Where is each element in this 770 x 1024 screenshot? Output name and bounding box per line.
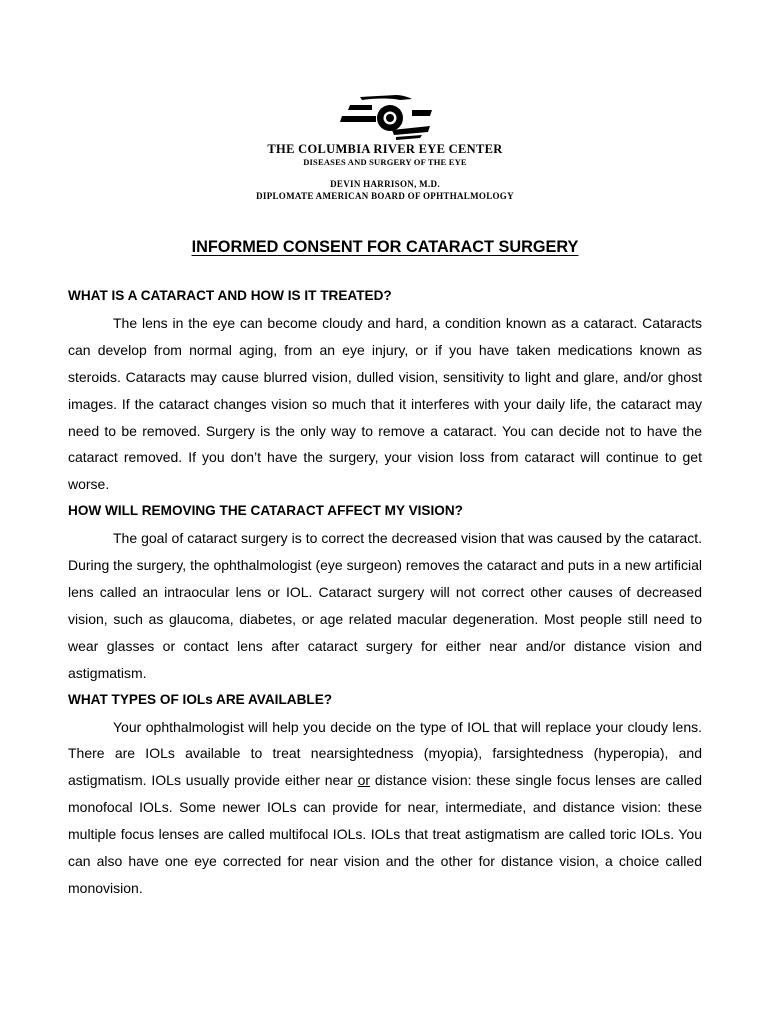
eye-logo-icon (336, 92, 434, 140)
paragraph-text-after: distance vision: these single focus lenses are called monofocal IOLs. Some newer IOLs can provide for near, intermediate, and distance vision: these multiple focus lenses are called multifocal IOLs. IOLs that treat astigmatism are called toric IOLs. You can also have one eye corrected for near vision and the other for distance vision, a choice called monovision. (68, 772, 702, 896)
section-heading-vision: HOW WILL REMOVING THE CATARACT AFFECT MY VISION? (68, 503, 463, 519)
underlined-or: or (357, 772, 371, 789)
section-heading-cataract: WHAT IS A CATARACT AND HOW IS IT TREATED? (68, 288, 392, 303)
document-title: INFORMED CONSENT FOR CATARACT SURGERY (191, 238, 579, 256)
section-paragraph-cataract: The lens in the eye can become cloudy and hard, a condition known as a cataract. Cataracts can develop from normal aging, from an eye injury, or if you have taken medications known as steroids. Cataracts may cause blurred vision, dulled vision, sensitivity to light and glare, and/or ghost images. If the cataract changes vision so much that it interferes with your daily life, the cataract may need to be removed. Surgery is the only way to remove a cataract. You can decide not to have the cataract removed. If you don’t have the surgery, your vision loss from cataract will continue to get worse. (68, 314, 702, 493)
paragraph-text-before: Your ophthalmologist will help you decide on the type of IOL that will replace your cloudy lens. There are IOLs available to treat nearsightedness (myopia), farsightedness (hyperopia), and astigmatism. IOLs usually provide either near (68, 718, 702, 789)
section-heading-iol-types: WHAT TYPES OF IOLs ARE AVAILABLE? (68, 691, 333, 707)
section-paragraph-vision: The goal of cataract surgery is to correct the decreased vision that was caused by the cataract. During the surgery, the ophthalmologist (eye surgeon) removes the cataract and puts in a new artificial lens called an intraocular lens or IOL. Cataract surgery will not correct other causes of decreased vision, such as glaucoma, diabetes, or age related macular degeneration. Most people still need to wear glasses or contact lens after cataract surgery for either near and/or distance vision and astigmatism. (68, 530, 702, 681)
section-paragraph-iol-types (68, 714, 702, 902)
center-name: THE COLUMBIA RIVER EYE CENTER (267, 142, 503, 156)
document-title-container (0, 238, 770, 257)
doctor-name: DEVIN HARRISON, M.D. (330, 179, 440, 189)
document-body (68, 283, 702, 902)
board-certification: DIPLOMATE AMERICAN BOARD OF OPHTHALMOLOGY (256, 191, 514, 201)
center-tagline: DISEASES AND SURGERY OF THE EYE (303, 157, 467, 167)
